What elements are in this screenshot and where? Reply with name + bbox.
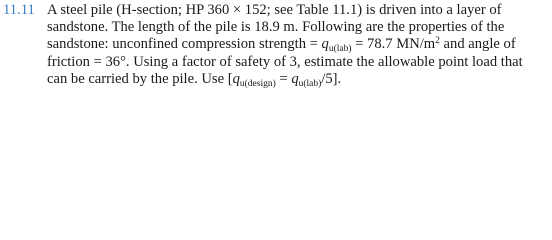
q-design-symbol: q <box>232 70 240 87</box>
text-line-5-start: can be carried by the pile. Use [ <box>47 70 233 87</box>
text-line-2: sandstone. The length of the pile is 18.9 m. Following are the properties of the <box>47 19 505 36</box>
q-lab-symbol: q <box>291 70 299 87</box>
text-line-4: friction = 36°. Using a factor of safety of 3, estimate the allowable point load that <box>47 53 523 70</box>
unit-superscript: 2 <box>435 36 440 47</box>
q-subscript-lab: u(lab) <box>328 44 352 55</box>
text-line-3-start: sandstone: unconfined compression strength = <box>47 36 322 53</box>
problem-block <box>0 0 552 95</box>
q-subscript-lab-2: u(lab) <box>298 78 322 89</box>
text-line-1: A steel pile (H-section; HP 360 × 152; see Table 11.1) is driven into a layer of <box>47 2 502 18</box>
text-line-5-end: /5]. <box>321 70 342 87</box>
q-subscript-design: u(design) <box>239 78 276 89</box>
q-symbol: q <box>321 36 329 53</box>
problem-text <box>47 2 547 88</box>
strength-value: = 78.7 MN/m <box>351 36 436 53</box>
text-line-3 <box>47 36 547 53</box>
equals-sign: = <box>275 70 292 87</box>
problem-number: 11.11 <box>3 2 35 18</box>
text-line-3-end: and angle of <box>439 36 516 53</box>
text-line-5 <box>47 71 547 88</box>
